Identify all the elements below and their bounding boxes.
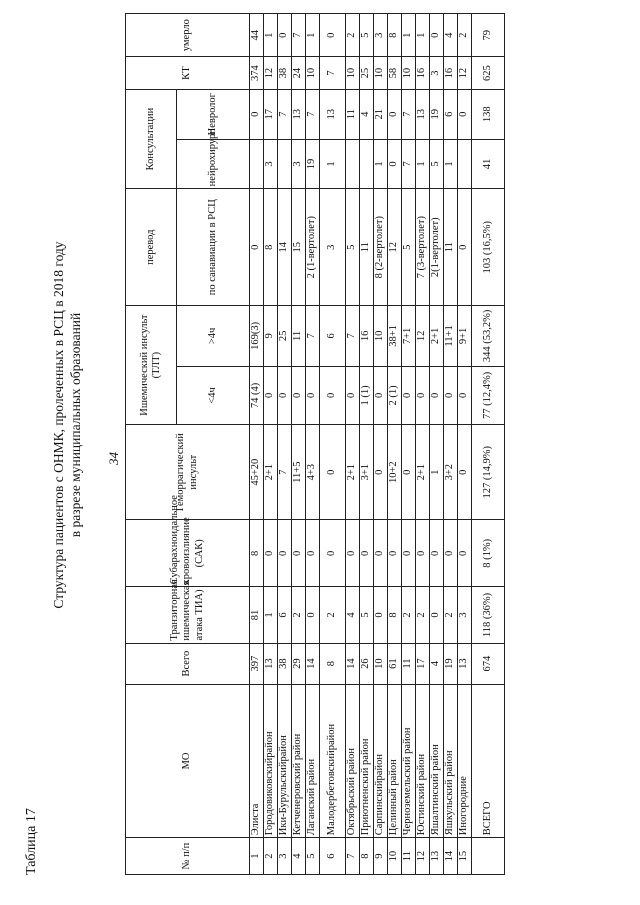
header-hemorrhagic: Геморрагический инсульт (126, 425, 250, 520)
cell-total: 19 (444, 643, 458, 684)
cell-ischemic-lt4: 0 (346, 366, 360, 424)
cell-num: 9 (374, 838, 388, 875)
cell-ischemic-lt4: 0 (320, 366, 346, 424)
cell-hemorrhagic: 2+1 (416, 425, 430, 520)
cell-died: 4 (444, 14, 458, 57)
cell-transfer: 5 (346, 189, 360, 306)
header-tia: Транзиторная ишемическая атака ТИА) (126, 587, 250, 643)
cell-total: 26 (360, 643, 374, 684)
cell-hemorrhagic: 0 (402, 425, 416, 520)
cell-neurosurgeon: 0 (388, 139, 402, 189)
table-row (264, 14, 278, 875)
statistics-table-container (125, 13, 505, 875)
cell-sak: 0 (430, 520, 444, 587)
cell-died: 8 (388, 14, 402, 57)
cell-transfer: 11 (360, 189, 374, 306)
cell-neurosurgeon (278, 139, 292, 189)
cell-tia: 2 (320, 587, 346, 643)
cell-transfer: 0 (458, 189, 472, 306)
cell-sak: 0 (458, 520, 472, 587)
cell-mo: Городовиковскийрайон (264, 684, 278, 838)
cell-hemorrhagic: 0 (458, 425, 472, 520)
cell-mo: Кетченеровский район (292, 684, 306, 838)
header-ischemic-lt4: <4ч (177, 366, 250, 424)
cell-mo: Сарпинскийрайон (374, 684, 388, 838)
cell-neurosurgeon: 7 (402, 139, 416, 189)
table-row (250, 14, 264, 875)
cell-ischemic-lt4: 2 (1) (388, 366, 402, 424)
cell-total: 4 (430, 643, 444, 684)
cell-neurologist: 7 (278, 89, 292, 139)
cell-total: 38 (278, 643, 292, 684)
header-neurosurgeon: нейрохирург (177, 139, 250, 189)
total-label: ВСЕГО (472, 684, 505, 838)
cell-total: 17 (416, 643, 430, 684)
cell-num: 10 (388, 838, 402, 875)
cell-neurologist: 21 (374, 89, 388, 139)
cell-ischemic-gt4: 12 (416, 306, 430, 367)
cell-sak: 0 (264, 520, 278, 587)
cell-ischemic-lt4: 0 (278, 366, 292, 424)
table-row (402, 14, 416, 875)
cell-sak: 0 (402, 520, 416, 587)
cell-mo: Юстинский район (416, 684, 430, 838)
cell-died: 0 (430, 14, 444, 57)
cell-num: 6 (320, 838, 346, 875)
table-row (292, 14, 306, 875)
cell-died: 2 (458, 14, 472, 57)
cell-mo: Малодербетовскийрайон (320, 684, 346, 838)
cell-ischemic-lt4: 1 (1) (360, 366, 374, 424)
total-neurosurgeon: 41 (472, 139, 505, 189)
stroke-patients-table (125, 13, 505, 875)
cell-transfer: 12 (388, 189, 402, 306)
cell-kt: 3 (430, 57, 444, 89)
cell-neurologist: 13 (320, 89, 346, 139)
cell-total: 13 (264, 643, 278, 684)
cell-neurologist: 11 (346, 89, 360, 139)
cell-neurosurgeon: 1 (374, 139, 388, 189)
total-died: 79 (472, 14, 505, 57)
cell-ischemic-lt4: 0 (374, 366, 388, 424)
document-title-line-1: Структура пациентов с ОНМК, пролеченных в РСЦ в 2018 году (51, 241, 66, 609)
cell-ischemic-lt4: 0 (430, 366, 444, 424)
header-mo: МО (126, 684, 250, 838)
cell-total: 10 (374, 643, 388, 684)
cell-sak: 0 (444, 520, 458, 587)
cell-tia: 0 (430, 587, 444, 643)
cell-mo: Элиста (250, 684, 264, 838)
document-title-line-2: в разрезе муниципальных образований (68, 312, 83, 538)
cell-num: 5 (306, 838, 320, 875)
cell-kt: 12 (264, 57, 278, 89)
cell-transfer: 8 (264, 189, 278, 306)
total-kt: 625 (472, 57, 505, 89)
cell-tia: 1 (264, 587, 278, 643)
cell-ischemic-gt4: 7+1 (402, 306, 416, 367)
cell-died: 0 (320, 14, 346, 57)
cell-ischemic-lt4: 0 (292, 366, 306, 424)
cell-kt: 374 (250, 57, 264, 89)
cell-died: 0 (278, 14, 292, 57)
cell-ischemic-lt4: 0 (458, 366, 472, 424)
table-body (250, 14, 505, 875)
cell-ischemic-gt4: 25 (278, 306, 292, 367)
cell-transfer: 5 (402, 189, 416, 306)
cell-hemorrhagic: 45+20 (250, 425, 264, 520)
cell-ischemic-gt4: 38+1 (388, 306, 402, 367)
cell-tia: 0 (374, 587, 388, 643)
cell-total: 14 (306, 643, 320, 684)
total-transfer: 103 (16,5%) (472, 189, 505, 306)
header-neurologist: Невролог (177, 89, 250, 139)
cell-neurologist: 7 (402, 89, 416, 139)
cell-neurosurgeon: 5 (430, 139, 444, 189)
cell-hemorrhagic: 3+2 (444, 425, 458, 520)
cell-ischemic-gt4: 9 (264, 306, 278, 367)
cell-num: 8 (360, 838, 374, 875)
cell-hemorrhagic: 0 (374, 425, 388, 520)
cell-num: 14 (444, 838, 458, 875)
cell-neurosurgeon (250, 139, 264, 189)
header-total: Всего (126, 643, 250, 684)
cell-transfer: 15 (292, 189, 306, 306)
cell-ischemic-lt4: 0 (402, 366, 416, 424)
cell-num: 3 (278, 838, 292, 875)
cell-sak: 0 (360, 520, 374, 587)
cell-hemorrhagic: 3+1 (360, 425, 374, 520)
table-row (416, 14, 430, 875)
table-label: Таблица 17 (24, 808, 39, 875)
page-number: 34 (106, 452, 121, 465)
cell-kt: 7 (320, 57, 346, 89)
cell-kt: 24 (292, 57, 306, 89)
table-row (278, 14, 292, 875)
cell-kt: 10 (306, 57, 320, 89)
total-tia: 118 (36%) (472, 587, 505, 643)
cell-hemorrhagic: 10+2 (388, 425, 402, 520)
cell-died: 7 (292, 14, 306, 57)
header-transfer: перевод (126, 189, 177, 306)
cell-neurologist: 0 (458, 89, 472, 139)
cell-neurosurgeon: 3 (264, 139, 278, 189)
cell-ischemic-lt4: 0 (444, 366, 458, 424)
cell-num: 2 (264, 838, 278, 875)
header-ischemic: Ишемический инсульт (ТЛТ) (126, 306, 177, 425)
cell-total: 13 (458, 643, 472, 684)
table-row (430, 14, 444, 875)
cell-num: 7 (346, 838, 360, 875)
cell-ischemic-gt4: 11 (292, 306, 306, 367)
total-neurologist: 138 (472, 89, 505, 139)
cell-neurologist: 13 (416, 89, 430, 139)
cell-died: 44 (250, 14, 264, 57)
cell-total: 14 (346, 643, 360, 684)
cell-transfer: 2 (1-вертолет) (306, 189, 320, 306)
cell-transfer: 2(1-вертолет) (430, 189, 444, 306)
cell-hemorrhagic: 4+3 (306, 425, 320, 520)
cell-mo: Октябрьский район (346, 684, 360, 838)
table-row (458, 14, 472, 875)
header-kt: КТ (126, 57, 250, 89)
cell-kt: 16 (416, 57, 430, 89)
cell-total: 8 (320, 643, 346, 684)
header-consultations: Консультации (126, 89, 177, 189)
cell-tia: 6 (278, 587, 292, 643)
cell-kt: 58 (388, 57, 402, 89)
cell-ischemic-gt4: 6 (320, 306, 346, 367)
cell-neurosurgeon: 19 (306, 139, 320, 189)
cell-sak: 0 (292, 520, 306, 587)
cell-total: 29 (292, 643, 306, 684)
cell-died: 1 (416, 14, 430, 57)
cell-tia: 2 (292, 587, 306, 643)
cell-sak: 0 (388, 520, 402, 587)
table-row (320, 14, 346, 875)
cell-neurologist: 4 (360, 89, 374, 139)
cell-tia: 2 (416, 587, 430, 643)
cell-sak: 0 (320, 520, 346, 587)
cell-kt: 38 (278, 57, 292, 89)
cell-sak: 0 (346, 520, 360, 587)
table-row (444, 14, 458, 875)
cell-num: 13 (430, 838, 444, 875)
cell-tia: 3 (458, 587, 472, 643)
cell-hemorrhagic: 2+1 (264, 425, 278, 520)
total-ischemic-lt4: 77 (12,4%) (472, 366, 505, 424)
cell-tia: 2 (444, 587, 458, 643)
cell-sak: 0 (416, 520, 430, 587)
total-total: 674 (472, 643, 505, 684)
table-row (346, 14, 360, 875)
cell-died: 1 (402, 14, 416, 57)
cell-hemorrhagic: 7 (278, 425, 292, 520)
cell-tia: 4 (346, 587, 360, 643)
header-died: умерло (126, 14, 250, 57)
cell-sak: 0 (278, 520, 292, 587)
cell-transfer: 14 (278, 189, 292, 306)
cell-mo: Яшкульский район (444, 684, 458, 838)
cell-died: 5 (360, 14, 374, 57)
cell-sak: 8 (250, 520, 264, 587)
cell-mo: Целинный район (388, 684, 402, 838)
header-transfer-sanaviation: по санавиации в РСЦ (177, 189, 250, 306)
cell-hemorrhagic: 1 (430, 425, 444, 520)
cell-total: 11 (402, 643, 416, 684)
cell-died: 2 (346, 14, 360, 57)
cell-transfer: 8 (2-вертолет) (374, 189, 388, 306)
cell-mo: Ики-Бурульскийрайон (278, 684, 292, 838)
table-total-row (472, 14, 505, 875)
table-header (126, 14, 250, 875)
cell-neurologist: 6 (444, 89, 458, 139)
table-row (306, 14, 320, 875)
cell-kt: 16 (444, 57, 458, 89)
cell-neurosurgeon (360, 139, 374, 189)
cell-kt: 12 (458, 57, 472, 89)
cell-hemorrhagic: 0 (320, 425, 346, 520)
cell-num: 11 (402, 838, 416, 875)
cell-mo: Приютненский район (360, 684, 374, 838)
cell-ischemic-lt4: 74 (4) (250, 366, 264, 424)
cell-neurosurgeon: 1 (320, 139, 346, 189)
cell-num: 12 (416, 838, 430, 875)
cell-kt: 10 (346, 57, 360, 89)
cell-died: 1 (306, 14, 320, 57)
cell-transfer: 0 (250, 189, 264, 306)
cell-neurosurgeon: 1 (416, 139, 430, 189)
cell-neurologist: 0 (388, 89, 402, 139)
cell-neurosurgeon (346, 139, 360, 189)
cell-num: 15 (458, 838, 472, 875)
cell-ischemic-gt4: 10 (374, 306, 388, 367)
cell-tia: 81 (250, 587, 264, 643)
cell-ischemic-gt4: 7 (306, 306, 320, 367)
cell-died: 3 (374, 14, 388, 57)
cell-neurosurgeon: 3 (292, 139, 306, 189)
cell-tia: 2 (402, 587, 416, 643)
cell-ischemic-lt4: 0 (264, 366, 278, 424)
cell-transfer: 7 (3-вертолет) (416, 189, 430, 306)
cell-neurosurgeon: 1 (444, 139, 458, 189)
cell-ischemic-gt4: 11+1 (444, 306, 458, 367)
cell-neurologist: 13 (292, 89, 306, 139)
table-row (388, 14, 402, 875)
total-sak: 8 (1%) (472, 520, 505, 587)
cell-transfer: 3 (320, 189, 346, 306)
cell-ischemic-gt4: 7 (346, 306, 360, 367)
header-ischemic-gt4: >4ч (177, 306, 250, 367)
cell-mo: Иногородние (458, 684, 472, 838)
header-num: № п/п (126, 838, 250, 875)
cell-num (472, 838, 505, 875)
cell-kt: 25 (360, 57, 374, 89)
cell-ischemic-gt4: 16 (360, 306, 374, 367)
cell-sak: 0 (306, 520, 320, 587)
table-row (374, 14, 388, 875)
cell-sak: 0 (374, 520, 388, 587)
cell-mo: Лаганский район (306, 684, 320, 838)
cell-ischemic-lt4: 0 (416, 366, 430, 424)
cell-ischemic-gt4: 169(3) (250, 306, 264, 367)
cell-mo: Яшалтинский район (430, 684, 444, 838)
cell-total: 61 (388, 643, 402, 684)
cell-kt: 10 (374, 57, 388, 89)
cell-mo: Черноземельский район (402, 684, 416, 838)
cell-ischemic-gt4: 9+1 (458, 306, 472, 367)
table-row (360, 14, 374, 875)
cell-num: 4 (292, 838, 306, 875)
cell-neurologist: 0 (250, 89, 264, 139)
cell-ischemic-lt4: 0 (306, 366, 320, 424)
cell-died: 1 (264, 14, 278, 57)
header-sak: Субарахноидальное кровоизлияние (САК) (126, 520, 250, 587)
cell-neurosurgeon (458, 139, 472, 189)
cell-ischemic-gt4: 2+1 (430, 306, 444, 367)
total-hemorrhagic: 127 (14,9%) (472, 425, 505, 520)
cell-neurologist: 7 (306, 89, 320, 139)
total-ischemic-gt4: 344 (53,2%) (472, 306, 505, 367)
cell-tia: 5 (360, 587, 374, 643)
cell-num: 1 (250, 838, 264, 875)
cell-kt: 10 (402, 57, 416, 89)
cell-hemorrhagic: 2+1 (346, 425, 360, 520)
cell-total: 397 (250, 643, 264, 684)
cell-transfer: 11 (444, 189, 458, 306)
cell-neurologist: 17 (264, 89, 278, 139)
cell-hemorrhagic: 11+5 (292, 425, 306, 520)
cell-neurologist: 19 (430, 89, 444, 139)
cell-tia: 0 (306, 587, 320, 643)
cell-tia: 8 (388, 587, 402, 643)
